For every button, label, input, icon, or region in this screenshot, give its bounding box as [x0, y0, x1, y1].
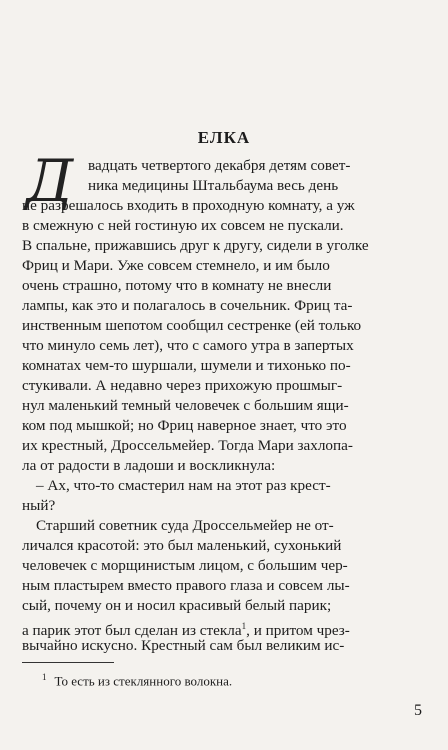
- text-line: личался красотой: это был маленький, сухонький: [22, 537, 342, 554]
- text-line: ла от радости в ладоши и воскликнула:: [22, 457, 276, 474]
- footnote-divider: [22, 662, 114, 663]
- text-line: стукивали. А недавно через прихожую прошмыг-: [22, 377, 343, 394]
- text-line: ный?: [22, 497, 56, 514]
- text-line: ком под мышкой; но Фриц наверное знает, что это: [22, 417, 347, 434]
- text-line: их крестный, Дроссельмейер. Тогда Мари захлопа-: [22, 437, 353, 454]
- footnote-marker: 1: [42, 672, 47, 682]
- text-line-end: , и притом чрез-: [246, 622, 350, 640]
- text-line: инственным шепотом сообщил сестренке (ей только: [22, 317, 362, 334]
- text-line: нул маленький темный человечек с большим ящи-: [22, 397, 349, 414]
- footnote-text: То есть из стеклянного волокна.: [54, 673, 233, 689]
- footnote: [22, 669, 232, 689]
- text-line: комнатах чем-то шуршали, шумели и тихонько по-: [22, 357, 351, 374]
- text-line: Старший советник суда Дроссельмейер не от-: [36, 517, 334, 534]
- text-line: вадцать четвертого декабря детям совет-: [88, 157, 351, 174]
- text-line: – Ах, что-то смастерил нам на этот раз крест-: [36, 477, 331, 494]
- footnote-reference: 1: [241, 621, 247, 631]
- body-text: [22, 0, 426, 660]
- text-line: ника медицины Штальбаума весь день: [88, 177, 339, 194]
- text-line: В спальне, прижавшись друг к другу, сидели в уголке: [22, 237, 369, 254]
- text-line: не разрешалось входить в проходную комнату, а уж: [22, 197, 355, 214]
- text-line: что минуло семь лет), что с самого утра в запертых: [22, 337, 354, 354]
- text-line: сый, почему он и носил красивый белый парик;: [22, 597, 332, 614]
- text-line: [22, 616, 426, 640]
- text-line: очень страшно, потому что в комнату не внесли: [22, 277, 332, 294]
- text-line: человечек с морщинистым лицом, с большим чер-: [22, 557, 348, 574]
- chapter-title: ЕЛКА: [197, 128, 251, 147]
- text-line: Фриц и Мари. Уже совсем стемнело, и им было: [22, 257, 330, 274]
- text-line: вычайно искусно. Крестный сам был великим ис-: [22, 637, 345, 654]
- drop-cap: Д: [26, 147, 74, 215]
- text-line: в смежную с ней гостиную их совсем не пускали.: [22, 217, 344, 234]
- text-line-start: а парик этот был сделан из стекла: [22, 622, 242, 640]
- text-line: лампы, как это и полагалось в сочельник. Фриц та-: [22, 297, 353, 314]
- text-line: ным пластырем вместо правого глаза и совсем лы-: [22, 577, 350, 594]
- page-number: 5: [414, 702, 422, 719]
